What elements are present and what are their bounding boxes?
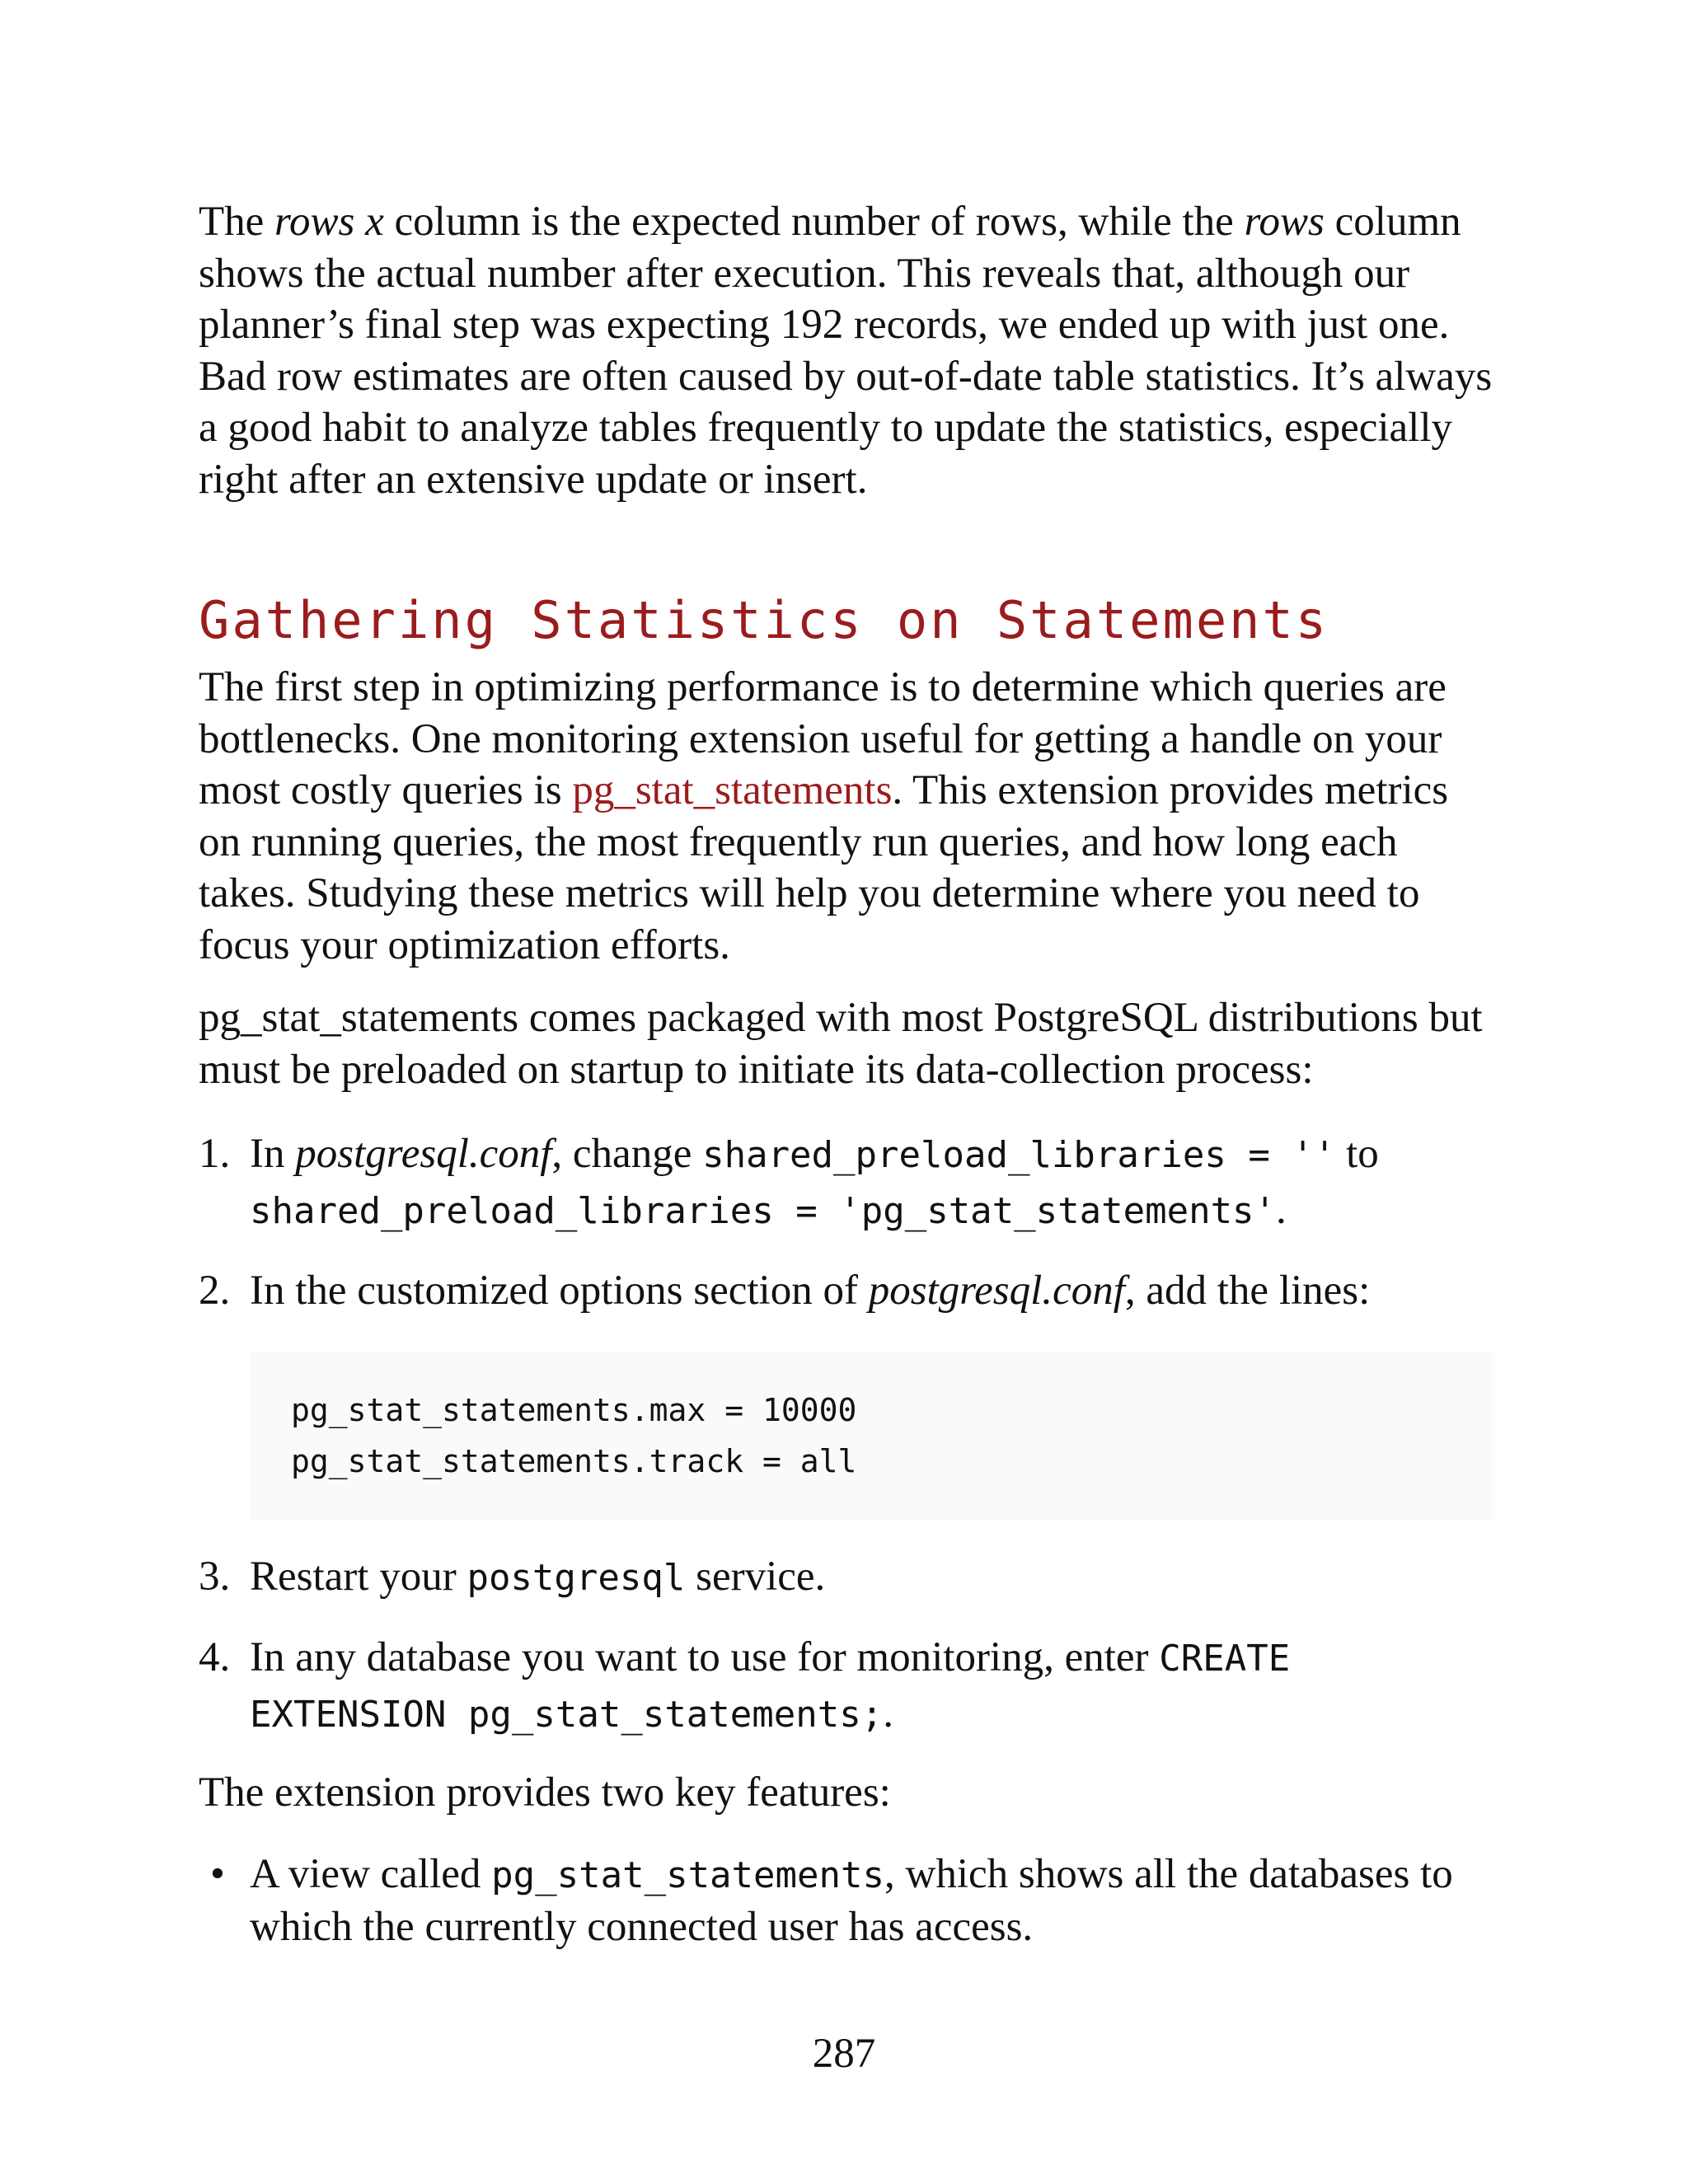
page-number: 287: [812, 2031, 876, 2077]
paragraph-features: The extension provides two key features:: [199, 1769, 891, 1816]
section-heading: Gathering Statistics on Statements: [199, 590, 1329, 650]
paragraph-intro: The first step in optimizing performance is to determine which queries are bottlenecks. One monitoring extension useful for getting a handle on your most costly queries is pg_stat_statements. This extension provides metrics on running queries, the most frequently run queries, and how long each takes. Studying these metrics will help you determine where you need to focus your optimization efforts.: [199, 664, 1449, 968]
code-line: pg_stat_statements.max = 10000: [291, 1392, 857, 1428]
list-item-step-3: 3. Restart your postgresql service.: [199, 1554, 826, 1600]
code-block: [250, 1352, 1493, 1520]
paragraph-preload: pg_stat_statements comes packaged with most PostgreSQL distributions but must be preloaded on startup to initiate its data-collection process:: [199, 995, 1483, 1093]
page-content: [199, 196, 1493, 1953]
list-item-step-1: 1. In postgresql.conf, change shared_preload_libraries = '' to shared_preload_libraries = 'pg_stat_statements'.: [199, 1131, 1379, 1233]
paragraph-row-estimates: The rows x column is the expected number of rows, while the rows column shows the actual number after execution. This reveals that, although our planner’s final step was expecting 192 records, we ended up with just one. Bad row estimates are often caused by out-of-date table statistics. It’s always a good habit to analyze tables frequently to update the statistics, especially right after an extensive update or insert.: [199, 199, 1493, 503]
features-list: [199, 1849, 1493, 1953]
bullet-icon: •: [210, 1850, 225, 1897]
list-item-step-2: 2. In the customized options section of postgresql.conf, add the lines:: [199, 1268, 1371, 1314]
code-line: pg_stat_statements.track = all: [291, 1443, 857, 1479]
list-item-feature: • A view called pg_stat_statements, which shows all the databases to which the currently connected user has access.: [199, 1849, 1493, 1953]
steps-list-continued: [199, 1549, 1493, 1742]
pg-stat-statements-link[interactable]: pg_stat_statements: [572, 767, 893, 813]
list-item-step-4: 4. In any database you want to use for monitoring, enter CREATE EXTENSION pg_stat_statements;.: [199, 1634, 1291, 1736]
steps-list: [199, 1127, 1493, 1319]
